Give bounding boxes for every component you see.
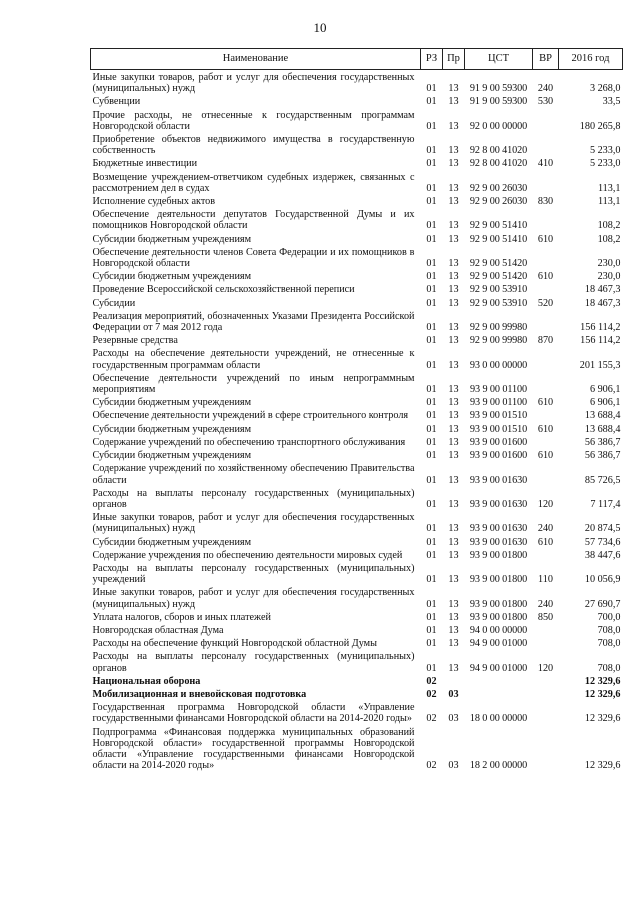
row-cst: 93 9 00 01100	[470, 384, 527, 396]
row-vr: 120	[537, 662, 554, 674]
row-rz: 01	[426, 384, 437, 396]
row-value: 708,0	[597, 624, 621, 636]
table-row	[91, 269, 623, 282]
table-row	[91, 170, 623, 194]
table-row	[91, 510, 623, 534]
row-cst: 94 9 00 01000	[469, 662, 528, 674]
row-cst: 91 9 00 59300	[469, 96, 528, 108]
row-vr: 850	[537, 611, 554, 623]
budget-table	[90, 48, 623, 771]
header-name: Наименование	[91, 49, 421, 70]
row-name: Содержание учреждений по хозяйственному обеспечению Правительства области	[92, 463, 415, 486]
row-name: Проведение Всероссийской сельскохозяйственной переписи	[92, 284, 355, 296]
row-vr: 830	[537, 196, 554, 208]
row-name: Прочие расходы, не отнесенные к государственным программам Новгородской области	[92, 109, 415, 132]
row-rz: 01	[426, 145, 437, 157]
row-pr: 13	[448, 450, 459, 462]
row-cst: 93 9 00 01510	[469, 410, 528, 422]
row-pr: 13	[448, 611, 459, 623]
row-pr: 03	[448, 760, 459, 772]
row-name: Субсидии бюджетным учреждениям	[92, 397, 252, 409]
row-value: 13 688,4	[584, 423, 621, 435]
row-name: Подпрограмма «Финансовая поддержка муниципальных образований Новгородской области» государственной программы Новгородской области «Управление государственными финансами Новгородской области на 2014-2020 годы»	[92, 726, 415, 772]
row-cst: 93 9 00 01800	[469, 574, 528, 586]
row-value: 700,0	[597, 611, 621, 623]
row-cst: 93 9 00 01800	[469, 598, 528, 610]
row-pr: 13	[448, 436, 459, 448]
row-cst: 93 9 00 01600	[469, 436, 528, 448]
row-rz: 01	[426, 523, 437, 535]
row-rz: 01	[426, 436, 437, 448]
row-name: Резервные средства	[92, 335, 178, 347]
row-rz: 01	[426, 598, 437, 610]
row-name: Расходы на выплаты персоналу государственных (муниципальных) учреждений	[92, 562, 415, 586]
row-cst: 93 0 00 00000	[469, 359, 528, 371]
row-cst: 93 9 00 01100	[470, 397, 527, 409]
row-pr: 13	[448, 145, 459, 157]
row-vr: 610	[537, 271, 554, 283]
row-pr: 13	[448, 220, 459, 232]
table-row	[91, 333, 623, 346]
row-pr: 13	[448, 258, 459, 270]
row-vr: 120	[537, 498, 554, 510]
row-vr	[533, 674, 559, 687]
row-cst: 92 9 00 51420	[469, 271, 528, 283]
row-pr: 13	[448, 662, 459, 674]
row-vr	[533, 282, 559, 295]
row-pr: 13	[448, 297, 459, 309]
row-cst: 92 0 00 00000	[469, 120, 528, 132]
table-row	[91, 687, 623, 700]
row-vr: 870	[537, 335, 554, 347]
row-vr: 240	[537, 598, 554, 610]
table-row	[91, 674, 623, 687]
table-row	[91, 132, 623, 156]
row-cst: 92 9 00 26030	[469, 196, 528, 208]
row-vr: 610	[537, 536, 554, 548]
row-value: 38 447,6	[584, 549, 621, 561]
row-pr: 13	[448, 624, 459, 636]
row-cst: 92 9 00 53910	[469, 297, 528, 309]
row-cst: 92 9 00 51420	[469, 258, 528, 270]
table-row	[91, 346, 623, 370]
row-pr: 13	[448, 271, 459, 283]
row-cst: 93 9 00 01630	[469, 523, 528, 535]
table-row	[91, 548, 623, 561]
header-rz: РЗ	[421, 49, 443, 70]
table-row	[91, 408, 623, 421]
row-cst: 92 9 00 53910	[469, 284, 528, 296]
row-rz: 01	[426, 120, 437, 132]
table-row	[91, 636, 623, 649]
table-row	[91, 561, 623, 585]
row-pr: 13	[448, 638, 459, 650]
row-vr: 530	[537, 96, 554, 108]
row-cst: 92 8 00 41020	[469, 145, 528, 157]
row-value: 18 467,3	[584, 284, 621, 296]
row-pr: 13	[448, 536, 459, 548]
row-value: 18 467,3	[584, 297, 621, 309]
row-value: 6 906,1	[589, 384, 621, 396]
row-rz: 01	[426, 220, 437, 232]
row-vr: 240	[537, 83, 554, 95]
row-pr: 13	[448, 196, 459, 208]
row-cst: 18 0 00 00000	[469, 713, 528, 725]
table-row	[91, 282, 623, 295]
row-name: Иные закупки товаров, работ и услуг для обеспечения государственных (муниципальных) нужд	[92, 512, 415, 535]
table-row	[91, 649, 623, 673]
row-vr: 610	[537, 233, 554, 245]
table-row	[91, 585, 623, 609]
row-name: Возмещение учреждением-ответчиком судебных издержек, связанных с рассмотрением дел в судах	[92, 171, 415, 194]
row-name: Субсидии бюджетным учреждениям	[92, 450, 252, 462]
table-row	[91, 194, 623, 207]
row-pr: 13	[448, 598, 459, 610]
row-name: Иные закупки товаров, работ и услуг для обеспечения государственных (муниципальных) нужд	[92, 587, 415, 610]
row-vr	[533, 687, 559, 700]
row-vr: 610	[537, 450, 554, 462]
row-vr	[533, 309, 559, 333]
row-pr: 13	[448, 574, 459, 586]
row-vr: 610	[537, 397, 554, 409]
row-cst: 94 0 00 00000	[469, 624, 528, 636]
row-pr: 13	[448, 96, 459, 108]
row-vr	[533, 132, 559, 156]
table-row	[91, 535, 623, 548]
row-name: Расходы на обеспечение функций Новгородской областной Думы	[92, 638, 377, 650]
row-value: 108,2	[597, 220, 621, 232]
row-rz: 01	[426, 83, 437, 95]
row-vr	[533, 461, 559, 485]
row-cst: 92 9 00 99980	[469, 322, 528, 334]
table-row	[91, 245, 623, 269]
row-value: 5 233,0	[589, 145, 621, 157]
row-rz: 01	[426, 335, 437, 347]
row-rz: 01	[426, 536, 437, 548]
table-row	[91, 610, 623, 623]
row-value: 230,0	[597, 258, 621, 270]
row-rz: 01	[426, 410, 437, 422]
row-cst: 92 9 00 99980	[469, 335, 528, 347]
row-rz: 01	[426, 474, 437, 486]
budget-table-container	[90, 48, 622, 771]
table-row	[91, 448, 623, 461]
row-value: 33,5	[602, 96, 621, 108]
row-rz: 01	[426, 359, 437, 371]
row-pr: 13	[448, 83, 459, 95]
table-row	[91, 156, 623, 169]
row-name: Расходы на выплаты персоналу государственных (муниципальных) органов	[92, 651, 415, 674]
row-pr: 03	[448, 713, 459, 725]
table-row	[91, 309, 623, 333]
row-vr: 110	[538, 574, 553, 586]
row-vr: 410	[537, 158, 554, 170]
row-rz: 02	[426, 760, 437, 772]
table-row	[91, 700, 623, 724]
page-number: 10	[313, 20, 327, 35]
row-rz: 01	[426, 423, 437, 435]
row-name: Обеспечение деятельности учреждений по иным непрограммным мероприятиям	[92, 372, 415, 396]
row-name: Государственная программа Новгородской области «Управление государственными финансами Новгородской области на 2014-2020 годы»	[92, 702, 415, 725]
row-rz: 01	[426, 450, 437, 462]
row-name: Обеспечение деятельности членов Совета Федерации и их помощников в Новгородской области	[92, 246, 415, 270]
row-value: 12 329,6	[584, 713, 621, 725]
row-value: 56 386,7	[584, 450, 621, 462]
row-name: Субсидии бюджетным учреждениям	[92, 271, 252, 283]
header-cst: ЦСТ	[465, 49, 533, 70]
row-pr: 13	[448, 384, 459, 396]
row-rz: 02	[426, 688, 437, 700]
row-rz: 01	[426, 498, 437, 510]
header-year: 2016 год	[559, 49, 623, 70]
table-row	[91, 725, 623, 772]
row-value: 56 386,7	[584, 436, 621, 448]
row-name: Национальная оборона	[92, 675, 201, 687]
row-value: 57 734,6	[584, 536, 621, 548]
row-pr: 13	[448, 120, 459, 132]
row-value: 6 906,1	[589, 397, 621, 409]
row-rz: 01	[426, 662, 437, 674]
row-cst: 18 2 00 00000	[469, 760, 528, 772]
row-rz: 01	[426, 96, 437, 108]
row-value: 27 690,7	[584, 598, 621, 610]
row-pr: 13	[448, 474, 459, 486]
row-value: 708,0	[597, 638, 621, 650]
row-vr	[533, 170, 559, 194]
row-vr	[533, 548, 559, 561]
row-pr: 13	[448, 423, 459, 435]
row-pr: 03	[448, 688, 459, 700]
row-name: Исполнение судебных актов	[92, 196, 216, 208]
row-value: 5 233,0	[589, 158, 621, 170]
row-name: Обеспечение деятельности депутатов Государственной Думы и их помощников Новгородской области	[92, 209, 415, 232]
row-rz: 01	[426, 611, 437, 623]
row-value: 201 155,3	[579, 359, 621, 371]
row-rz: 02	[426, 675, 437, 687]
row-name: Субсидии бюджетным учреждениям	[92, 423, 252, 435]
row-rz: 01	[426, 574, 437, 586]
row-name: Расходы на обеспечение деятельности учреждений, не отнесенные к государственным программам области	[92, 348, 415, 371]
row-name: Субсидии бюджетным учреждениям	[92, 536, 252, 548]
row-value: 12 329,6	[584, 675, 621, 687]
row-pr: 13	[448, 233, 459, 245]
row-name: Обеспечение деятельности учреждений в сфере строительного контроля	[92, 410, 409, 422]
table-row	[91, 70, 623, 95]
table-row	[91, 232, 623, 245]
row-rz: 01	[426, 397, 437, 409]
row-rz: 01	[426, 297, 437, 309]
row-rz: 02	[426, 713, 437, 725]
row-name: Реализация мероприятий, обозначенных Указами Президента Российской Федерации от 7 мая 2012 года	[92, 310, 415, 334]
row-pr: 13	[448, 549, 459, 561]
row-cst: 92 9 00 51410	[469, 233, 528, 245]
row-name: Содержание учреждения по обеспечению деятельности мировых судей	[92, 549, 403, 561]
row-vr	[533, 108, 559, 132]
row-rz: 01	[426, 233, 437, 245]
row-rz: 01	[426, 182, 437, 194]
row-value: 13 688,4	[584, 410, 621, 422]
row-value: 12 329,6	[584, 688, 621, 700]
row-value: 85 726,5	[584, 474, 621, 486]
row-cst: 91 9 00 59300	[469, 83, 528, 95]
row-cst	[465, 687, 533, 700]
row-cst: 93 9 00 01800	[469, 611, 528, 623]
row-rz: 01	[426, 549, 437, 561]
row-name: Иные закупки товаров, работ и услуг для обеспечения государственных (муниципальных) нужд	[92, 72, 415, 95]
row-vr	[533, 725, 559, 772]
row-pr	[443, 674, 465, 687]
row-cst: 93 9 00 01510	[469, 423, 528, 435]
row-value: 156 114,2	[580, 335, 621, 347]
row-name: Субсидии бюджетным учреждениям	[92, 233, 252, 245]
row-value: 180 265,8	[579, 120, 621, 132]
row-rz: 01	[426, 271, 437, 283]
row-value: 7 117,4	[590, 498, 621, 510]
row-vr	[533, 623, 559, 636]
table-row	[91, 435, 623, 448]
row-name: Мобилизационная и вневойсковая подготовка	[92, 688, 307, 700]
row-rz: 01	[426, 638, 437, 650]
row-pr: 13	[448, 523, 459, 535]
row-name: Новгородская областная Дума	[92, 624, 224, 636]
row-vr	[533, 207, 559, 231]
row-vr: 240	[537, 523, 554, 535]
row-rz: 01	[426, 322, 437, 334]
row-cst: 93 9 00 01630	[469, 498, 528, 510]
row-rz: 01	[426, 196, 437, 208]
table-row	[91, 422, 623, 435]
row-cst: 92 8 00 41020	[469, 158, 528, 170]
row-name: Содержание учреждений по обеспечению транспортного обслуживания	[92, 436, 406, 448]
row-name: Расходы на выплаты персоналу государственных (муниципальных) органов	[92, 487, 415, 510]
row-cst: 93 9 00 01800	[469, 549, 528, 561]
row-value: 113,1	[597, 182, 621, 194]
row-value: 708,0	[597, 662, 621, 674]
row-vr	[533, 435, 559, 448]
row-cst: 93 9 00 01600	[469, 450, 528, 462]
row-name: Субсидии	[92, 297, 136, 309]
row-value: 12 329,6	[584, 760, 621, 772]
row-vr: 610	[537, 423, 554, 435]
row-value: 3 268,0	[589, 83, 621, 95]
row-name: Бюджетные инвестиции	[92, 158, 198, 170]
row-rz: 01	[426, 158, 437, 170]
row-pr: 13	[448, 158, 459, 170]
row-rz: 01	[426, 284, 437, 296]
row-cst: 93 9 00 01630	[469, 474, 528, 486]
row-cst: 92 9 00 26030	[469, 182, 528, 194]
table-row	[91, 296, 623, 309]
header-vr: ВР	[533, 49, 559, 70]
row-pr: 13	[448, 359, 459, 371]
row-name: Уплата налогов, сборов и иных платежей	[92, 611, 271, 623]
row-pr: 13	[448, 498, 459, 510]
row-vr	[533, 346, 559, 370]
table-row	[91, 207, 623, 231]
table-row	[91, 371, 623, 395]
row-pr: 13	[448, 335, 459, 347]
row-value: 156 114,2	[580, 322, 621, 334]
row-vr: 520	[537, 297, 554, 309]
table-row	[91, 623, 623, 636]
row-rz: 01	[426, 258, 437, 270]
row-vr	[533, 700, 559, 724]
row-pr: 13	[448, 182, 459, 194]
row-vr	[533, 245, 559, 269]
row-value: 108,2	[597, 233, 621, 245]
table-row	[91, 486, 623, 510]
table-row	[91, 461, 623, 485]
table-row	[91, 108, 623, 132]
table-row	[91, 94, 623, 107]
row-pr: 13	[448, 322, 459, 334]
row-vr	[533, 408, 559, 421]
row-value: 113,1	[597, 196, 621, 208]
row-cst	[465, 674, 533, 687]
table-row	[91, 395, 623, 408]
row-value: 10 056,9	[584, 574, 621, 586]
row-vr	[533, 636, 559, 649]
header-pr: Пр	[443, 49, 465, 70]
row-pr: 13	[448, 410, 459, 422]
row-name: Приобретение объектов недвижимого имущества в государственную собственность	[92, 134, 415, 157]
row-cst: 92 9 00 51410	[469, 220, 528, 232]
table-header	[91, 49, 623, 70]
row-pr: 13	[448, 284, 459, 296]
row-name: Субвенции	[92, 96, 141, 108]
table-body	[91, 70, 623, 772]
row-cst: 93 9 00 01630	[469, 536, 528, 548]
row-value: 230,0	[597, 271, 621, 283]
row-vr	[533, 371, 559, 395]
row-cst: 94 9 00 01000	[469, 638, 528, 650]
row-pr: 13	[448, 397, 459, 409]
row-value: 20 874,5	[584, 523, 621, 535]
row-rz: 01	[426, 624, 437, 636]
